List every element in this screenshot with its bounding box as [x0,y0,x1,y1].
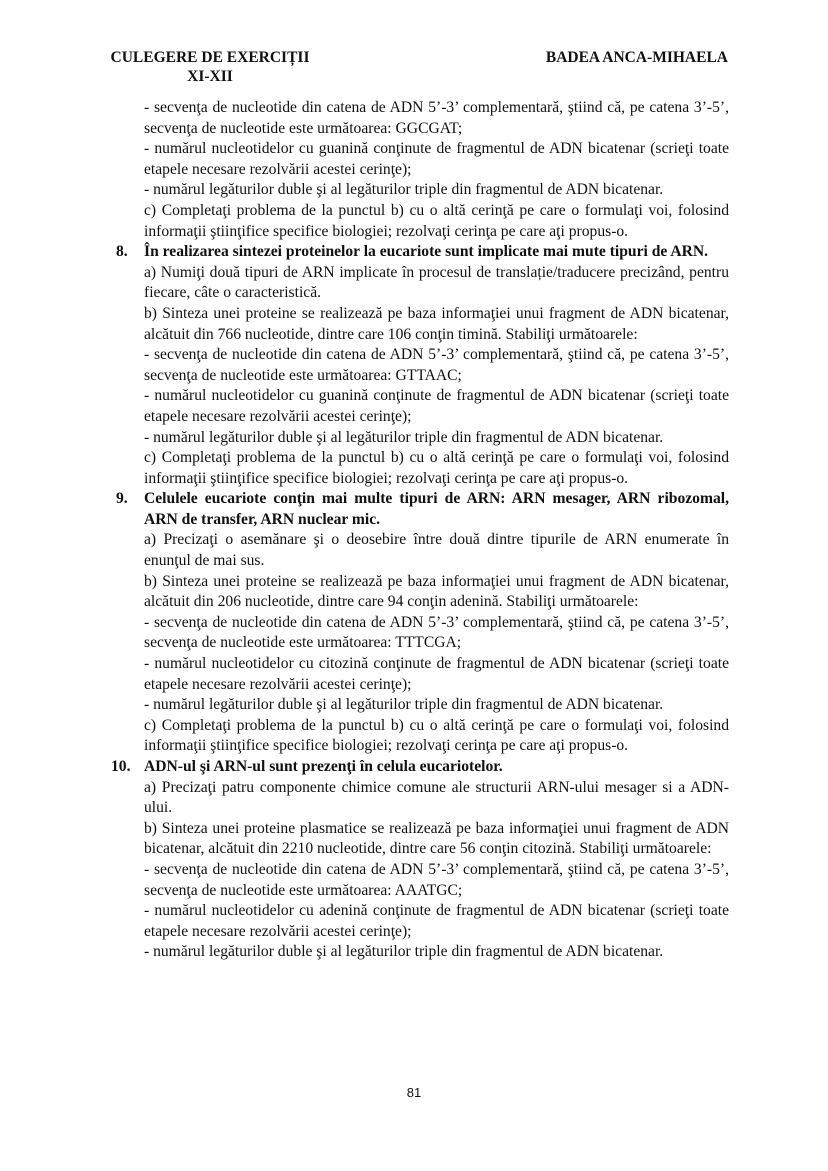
continued-line: - numărul nucleotidelor cu guanină conţinute de fragmentul de ADN bicatenar (scrieţi toate etapele necesare rezolvării acestei cerinţe); [144,140,729,178]
question-line: c) Completaţi problema de la punctul b) cu o altă cerinţă pe care o formulaţi voi, folosind informaţii ştiinţifice specifice biologiei; rezolvaţi cerinţa pe care aţi propus-o. [144,716,729,755]
continued-line: - numărul legăturilor duble şi al legăturilor triple din fragmentul de ADN bicatenar. [144,181,664,199]
question-line: b) Sinteza unei proteine se realizează pe baza informaţiei unui fragment de ADN bicatenar, alcătuit din 766 nucleotide, dintre care 106 conţin timină. Stabiliţi următoarele: [144,304,729,343]
question-line: b) Sinteza unei proteine plasmatice se realizează pe baza informaţiei unui fragment de ADN bicatenar, alcătuit din 2210 nucleotide, dintre care 56 conţin citozină. Stabiliţi următoarele: [144,819,729,858]
page-number: 81 [406,1085,422,1100]
question-10 [111,757,729,963]
question-title: În realizarea sintezei proteinelor la eucariote sunt implicate mai mute tipuri de ARN. [144,243,709,261]
question-line: a) Precizaţi patru componente chimice comune ale structurii ARN-ului mesager si a ADN-ului. [144,778,729,817]
question-line: - numărul nucleotidelor cu citozină conţinute de fragmentul de ADN bicatenar (scrieţi toate etapele necesare rezolvării acestei cerinţe); [144,655,729,693]
question-line: b) Sinteza unei proteine se realizează pe baza informaţiei unui fragment de ADN bicatenar, alcătuit din 206 nucleotide, dintre care 94 conţin adenină. Stabiliţi următoarele: [144,572,729,611]
question-title: ADN-ul şi ARN-ul sunt prezenţi în celula eucariotelor. [144,758,503,775]
question-line: c) Completaţi problema de la punctul b) cu o altă cerinţă pe care o formulaţi voi, folosind informaţii ştiinţifice specifice biologiei; rezolvaţi cerinţa pe care aţi propus-o. [144,449,729,487]
question-line: - secvenţa de nucleotide din catena de ADN 5’-3’ complementară, ştiind că, pe catena 3’-5’, secvenţa de nucleotide este următoarea: AAATGC; [144,860,729,899]
question-9 [116,489,729,757]
question-line: - numărul nucleotidelor cu adenină conţinute de fragmentul de ADN bicatenar (scrieţi toate etapele necesare rezolvării acestei cerinţe); [144,902,729,940]
question-line: - numărul legăturilor duble şi al legăturilor triple din fragmentul de ADN bicatenar. [144,428,664,446]
question-heading [111,757,729,778]
question-number: 9. [116,490,128,508]
question-number: 10. [111,758,131,775]
question-line: a) Numiţi două tipuri de ARN implicate în procesul de translație/traducere precizând, pentru fiecare, câte o caracteristică. [144,263,729,302]
question-line: a) Precizaţi o asemănare şi o deosebire între două dintre tipurile de ARN enumerate în enunţul de mai sus. [144,531,729,570]
book-title-line1: CULEGERE DE EXERCIȚII [110,49,310,66]
question-8 [116,242,729,489]
question-line: - numărul nucleotidelor cu guanină conţinute de fragmentul de ADN bicatenar (scrieţi toate etapele necesare rezolvării acestei cerinţe); [144,387,729,425]
question-line: - secvenţa de nucleotide din catena de ADN 5’-3’ complementară, ştiind că, pe catena 3’-5’, secvenţa de nucleotide este următoarea: GTTAAC; [144,346,729,384]
question-title: Celulele eucariote conţin mai multe tipuri de ARN: ARN mesager, ARN ribozomal, ARN de transfer, ARN nuclear mic. [144,490,729,528]
question-number: 8. [116,243,128,261]
page-body [111,98,729,963]
book-title-grades: XI-XII [187,68,233,85]
continued-line: c) Completaţi problema de la punctul b) cu o altă cerinţă pe care o formulaţi voi, folosind informaţii ştiinţifice specifice biologiei; rezolvaţi cerinţa pe care aţi propus-o. [144,201,729,240]
question-line: - secvenţa de nucleotide din catena de ADN 5’-3’ complementară, ştiind că, pe catena 3’-5’, secvenţa de nucleotide este următoarea: TTTCGA; [144,613,729,652]
book-title [100,48,320,86]
question-heading [116,242,729,263]
question-heading [116,489,729,530]
author-name: BADEA ANCA-MIHAELA [545,49,728,66]
question-line: - numărul legăturilor duble şi al legăturilor triple din fragmentul de ADN bicatenar. [144,943,664,961]
continued-line: - secvenţa de nucleotide din catena de ADN 5’-3’ complementară, ştiind că, pe catena 3’-5’, secvenţa de nucleotide este următoarea: GGCGAT; [144,99,729,137]
question-line: - numărul legăturilor duble şi al legăturilor triple din fragmentul de ADN bicatenar. [144,696,664,714]
